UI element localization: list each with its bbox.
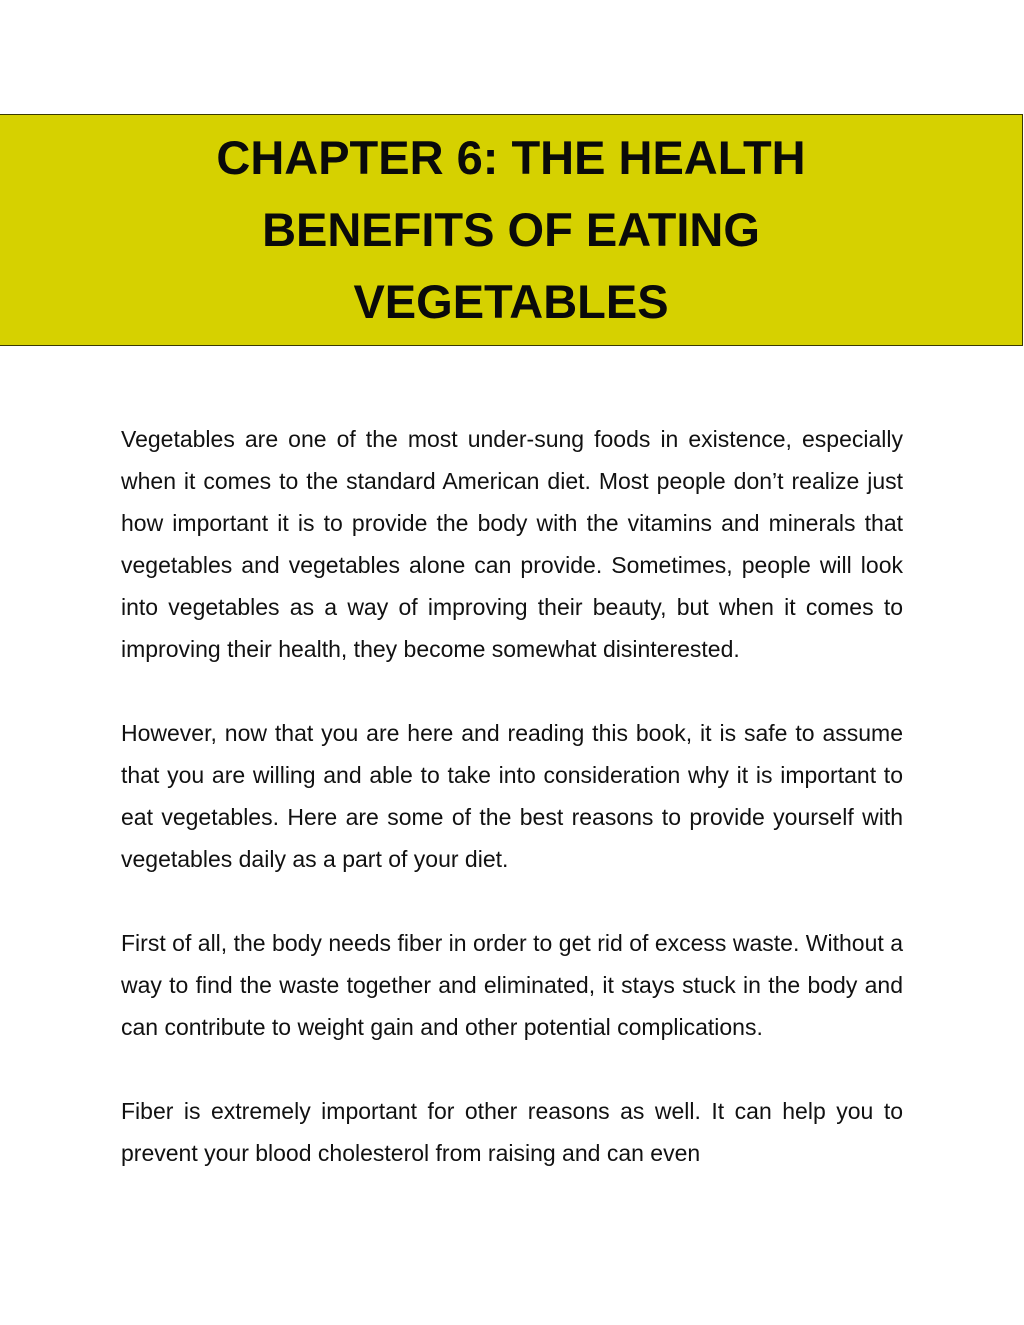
paragraph: Fiber is extremely important for other reasons as well. It can help you to prevent your blood cholesterol from raising and can even bbox=[121, 1098, 903, 1166]
chapter-banner bbox=[0, 114, 1023, 346]
chapter-title: CHAPTER 6: THE HEALTH BENEFITS OF EATING VEGETABLES bbox=[216, 131, 806, 328]
chapter-body bbox=[121, 418, 903, 1216]
paragraph: Vegetables are one of the most under-sung foods in existence, especially when it comes to the standard American diet. Most people don’t realize just how important it is to provide the body with the vitamins and minerals that vegetables and vegetables alone can provide. Sometimes, people will look into vegetables as a way of improving their beauty, but when it comes to improving their health, they become somewhat disinterested. bbox=[121, 426, 903, 662]
paragraph: First of all, the body needs fiber in order to get rid of excess waste. Without a way to find the waste together and eliminated, it stays stuck in the body and can contribute to weight gain and other potential complications. bbox=[121, 930, 903, 1040]
paragraph: However, now that you are here and reading this book, it is safe to assume that you are willing and able to take into consideration why it is important to eat vegetables. Here are some of the best reasons to provide yourself with vegetables daily as a part of your diet. bbox=[121, 720, 903, 872]
